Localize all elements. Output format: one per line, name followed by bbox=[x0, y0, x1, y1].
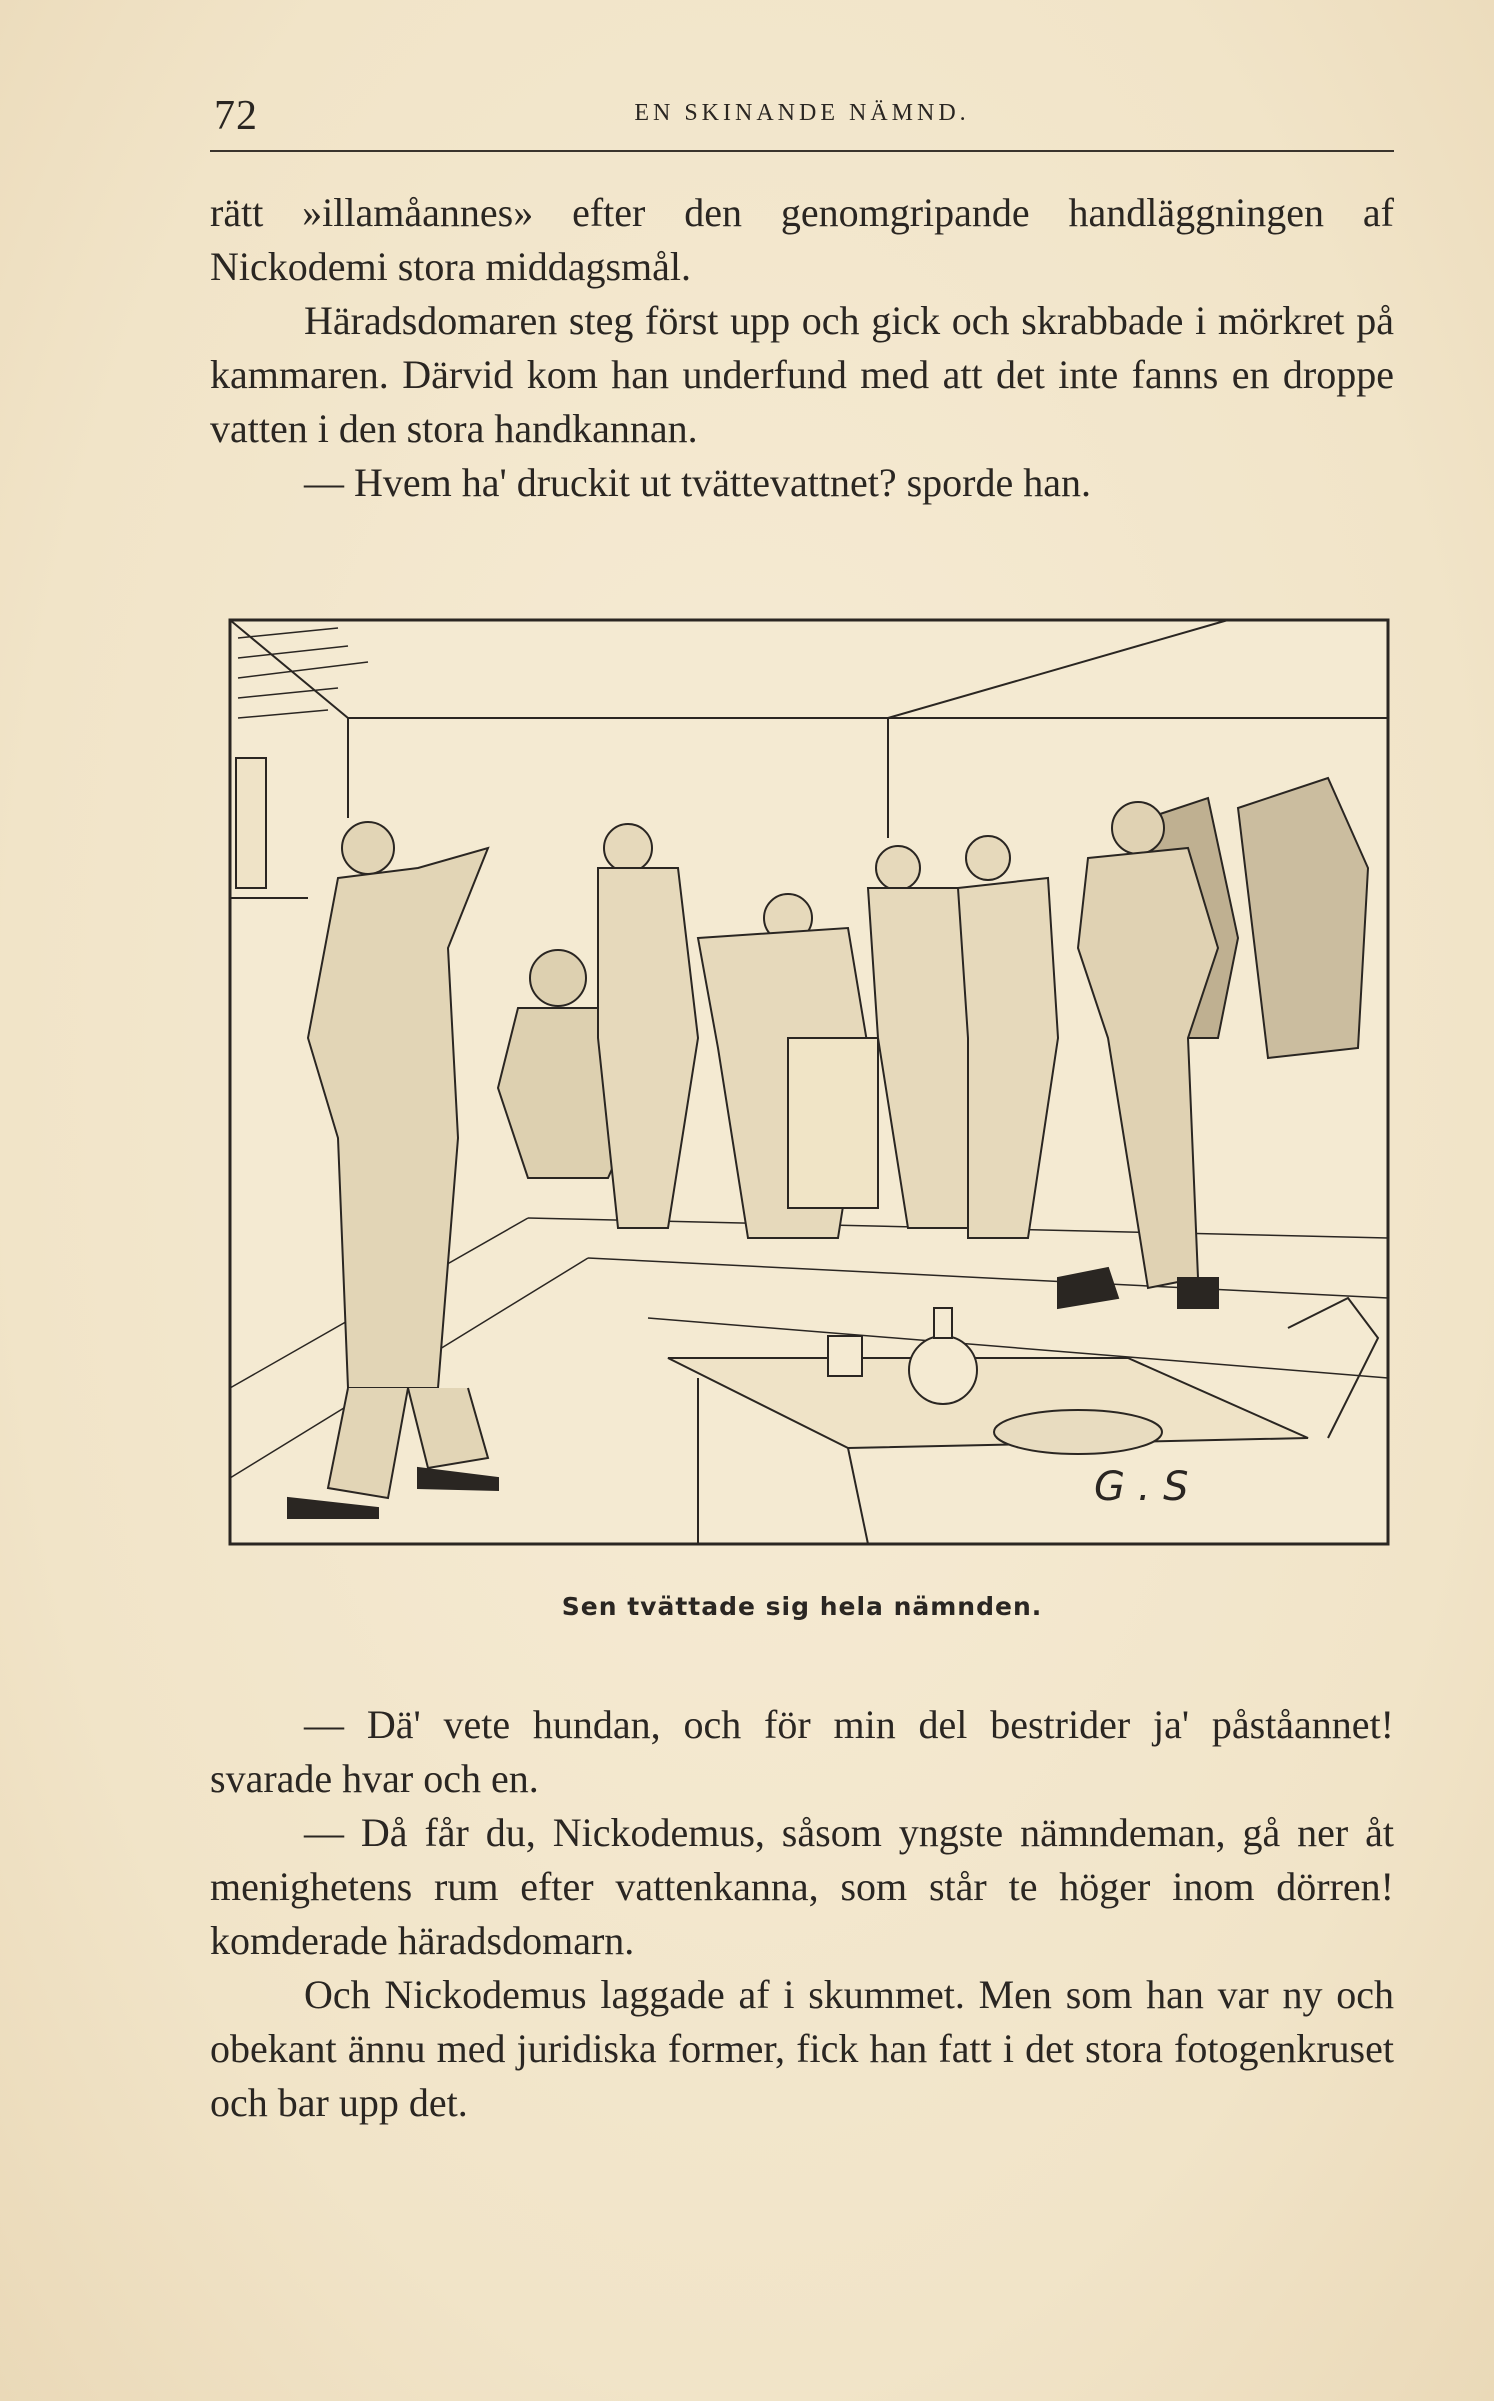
paragraph: — Hvem ha' druckit ut tvättevattnet? sporde han. bbox=[304, 460, 1091, 505]
top-text-block bbox=[210, 186, 1394, 510]
artist-signature: G . S bbox=[1094, 1464, 1189, 1510]
plate bbox=[994, 1410, 1162, 1454]
bottle bbox=[909, 1336, 977, 1404]
illustration-drawing bbox=[228, 618, 1390, 1546]
page-number: 72 bbox=[214, 93, 258, 139]
paragraph: Häradsdomaren steg först upp och gick och skrabbade i mörkret på kammaren. Därvid kom han underfund med att det inte fanns en droppe vatten i den stora handkannan. bbox=[210, 298, 1394, 451]
bottom-text-block bbox=[210, 1698, 1394, 2130]
paragraph: rätt »illamåannes» efter den genomgripande handläggningen af Nickodemi stora middagsmål. bbox=[210, 190, 1394, 289]
illustration-caption: Sen tvättade sig hela nämnden. bbox=[561, 1592, 1043, 1621]
header-rule bbox=[210, 150, 1394, 152]
paragraph: — Dä' vete hundan, och för min del bestrider ja' påståannet! svarade hvar och en. bbox=[210, 1702, 1394, 1801]
page-header bbox=[210, 92, 1394, 144]
cup bbox=[828, 1336, 862, 1376]
illustration bbox=[228, 618, 1390, 1546]
paragraph: Och Nickodemus laggade af i skummet. Men som han var ny och obekant ännu med juridiska former, fick han fatt i det stora fotogenkruset och bar upp det. bbox=[210, 1972, 1394, 2125]
paragraph: — Då får du, Nickodemus, såsom yngste nämndeman, gå ner åt menighetens rum efter vattenkanna, som står te höger inom dörren! komderade häradsdomarn. bbox=[210, 1810, 1394, 1963]
running-title: EN SKINANDE NÄMND. bbox=[634, 100, 970, 126]
